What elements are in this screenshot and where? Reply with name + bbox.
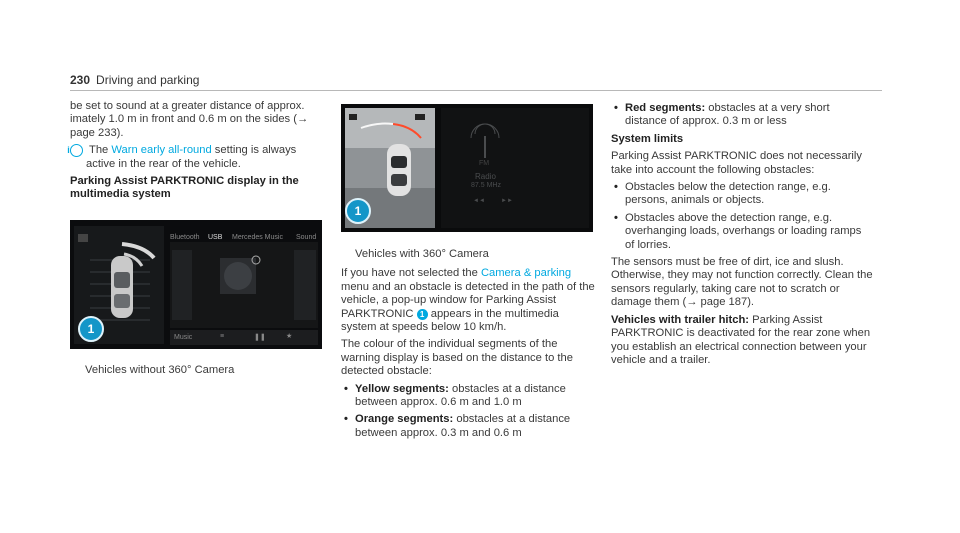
column-2: [341, 248, 596, 444]
trailer-text: Parking Assist PARKTRONIC is deactivated for the rear zone when you establish an electrical connection between your vehicle and a trailer.: [611, 313, 871, 366]
col1-paragraph: be set to sound at a greater distance of approx. imately 1.0 m in front and 0.6 m on the sides (→ page 233).: [70, 100, 309, 139]
p1-text-3: appears in the multimedia system at speeds below 10 km/h.: [341, 307, 559, 334]
pause-icon[interactable]: ❚❚: [254, 334, 266, 341]
system-limits-heading: System limits: [611, 132, 684, 145]
bullet-yellow: [341, 383, 596, 410]
fm-label: FM: [479, 160, 490, 167]
bullet-above: • Obstacles above the detection range, e.g. overhanging loads, overhangs or loading ramps of lorries.: [611, 212, 873, 252]
bullet-red: [611, 102, 873, 129]
section-title: Driving and parking: [96, 73, 200, 87]
tab-sound[interactable]: Sound: [296, 234, 317, 241]
bullet-orange: [341, 413, 596, 440]
bullet-text: obstacles at a distance between approx. 0.3 m and 0.6 m: [355, 413, 571, 439]
camera-parking-display: [341, 104, 593, 232]
menu-music[interactable]: Music: [174, 334, 193, 341]
tab-bluetooth[interactable]: Bluetooth: [170, 234, 200, 241]
info-icon: i: [70, 144, 83, 157]
bullet-label: Orange segments:: [355, 413, 454, 426]
marker-1-camera: 1: [345, 198, 371, 224]
page-header: [70, 73, 199, 87]
column-3: [611, 102, 873, 371]
multimedia-screen-no-camera: [70, 220, 322, 349]
svg-text:◄◄: ◄◄: [473, 198, 485, 204]
marker-badge: 1: [417, 309, 428, 320]
col2-paragraph-1: [341, 267, 596, 334]
p1-text-2: menu and an obstacle is detected in the path of the vehicle, a pop-up window for Parking Assist PARKTRONIC: [341, 280, 595, 320]
tab-usb[interactable]: USB: [208, 234, 223, 241]
trailer-paragraph: [611, 314, 873, 368]
col2-paragraph-2: The colour of the individual segments of the warning display is based on the distance to the detected obstacle:: [341, 338, 573, 378]
bullet-label: Yellow segments:: [355, 382, 449, 395]
p1-text: If you have not selected the: [341, 267, 481, 280]
bullet-text: obstacles at a very short distance of approx. 0.3 m or less: [625, 102, 830, 128]
note-text-end: setting is always active in the rear of the vehicle.: [86, 144, 297, 170]
marker-1: 1: [78, 316, 104, 342]
warn-early-link[interactable]: Warn early all-round: [111, 144, 212, 157]
multimedia-screen-360-camera: [341, 104, 593, 232]
list-icon[interactable]: ≡: [220, 333, 225, 340]
note-text: The: [89, 144, 112, 157]
note: [67, 144, 320, 171]
caption-no-camera: Vehicles without 360° Camera: [85, 364, 235, 376]
section-heading: Parking Assist PARKTRONIC display in the multimedia system: [70, 175, 299, 201]
tab-mercedes-music[interactable]: Mercedes Music: [232, 234, 283, 241]
svg-text:►►: ►►: [501, 198, 513, 204]
bullet-label: Red segments:: [625, 102, 706, 114]
col3-paragraph-2: The sensors must be free of dirt, ice and slush. Otherwise, they may not function correctly. Clean the sensors regularly, taking care not to scratch or damage them (→ page 187).: [611, 256, 873, 309]
frequency-label: 87.5 MHz: [471, 182, 501, 189]
camera-parking-link[interactable]: Camera & parking: [480, 267, 572, 280]
bullet-below: • Obstacles below the detection range, e.g. persons, animals or objects.: [611, 181, 873, 208]
header-rule: [70, 90, 882, 91]
trailer-label: Vehicles with trailer hitch:: [611, 313, 750, 326]
caption-360-camera: Vehicles with 360° Camera: [355, 248, 489, 260]
star-icon[interactable]: ★: [286, 333, 293, 340]
column-1: [67, 100, 320, 206]
radio-label: Radio: [475, 172, 496, 181]
page-number: 230: [70, 73, 91, 87]
bullet-text: obstacles at a distance between approx. 0.6 m and 1.0 m: [355, 382, 566, 409]
col3-paragraph-1: Parking Assist PARKTRONIC does not necessarily take into account the following obstacles:: [611, 150, 862, 176]
